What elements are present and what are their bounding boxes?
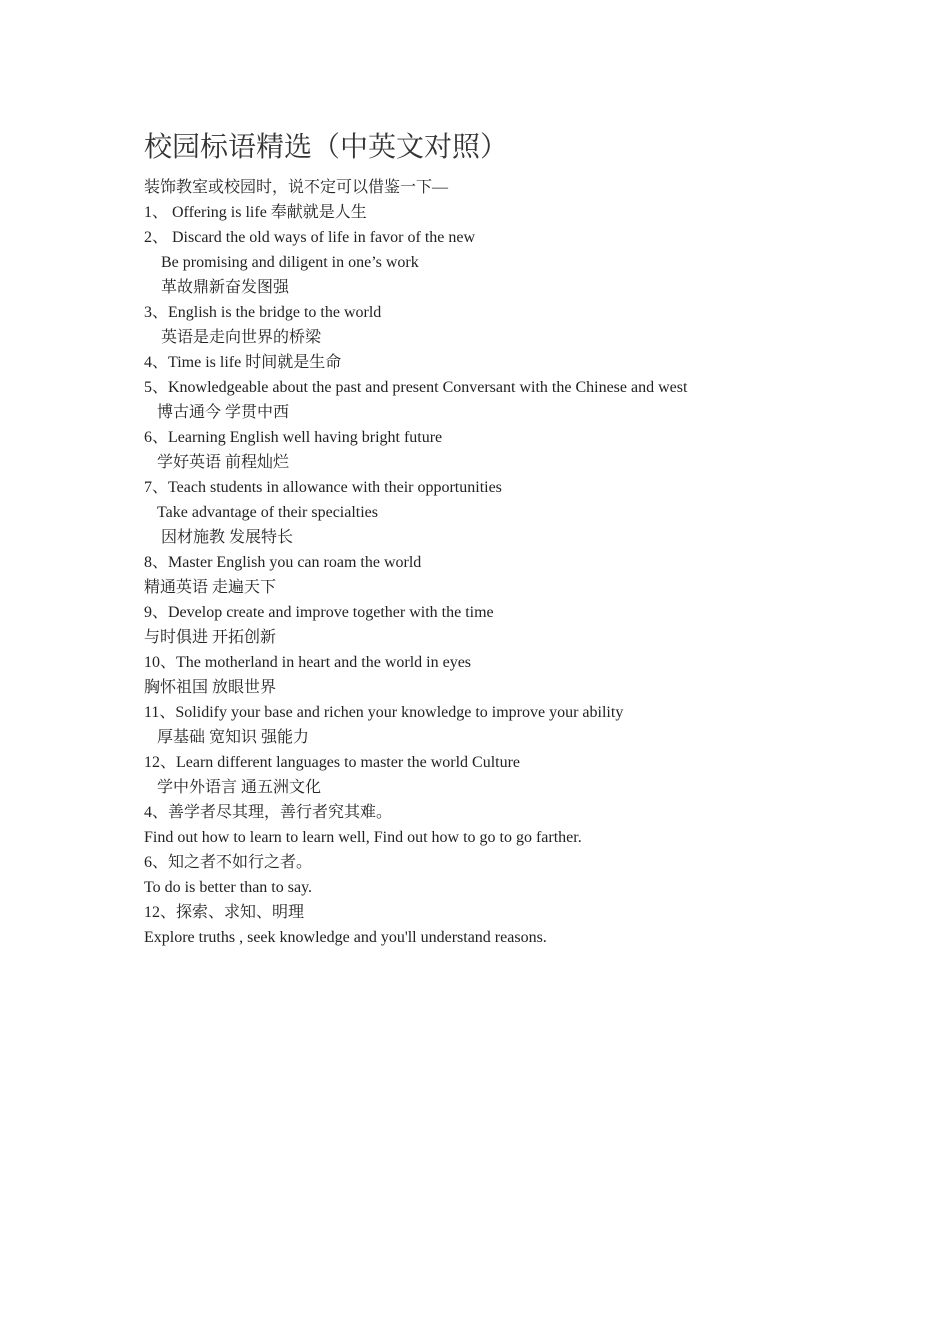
slogan-line: 胸怀祖国 放眼世界 bbox=[144, 679, 277, 696]
slogan-line: 9、Develop create and improve together with the time bbox=[144, 604, 494, 621]
slogan-line: 12、Learn different languages to master the world Culture bbox=[144, 754, 521, 771]
slogan-line: 8、Master English you can roam the world bbox=[144, 554, 422, 571]
slogan-line: 革故鼎新奋发图强 bbox=[161, 279, 290, 296]
slogan-line: 1、 Offering is life 奉献就是人生 bbox=[144, 204, 367, 221]
slogan-line: 12、探索、求知、明理 bbox=[144, 904, 305, 921]
slogan-line: 4、Time is life 时间就是生命 bbox=[144, 354, 342, 371]
slogan-line: 3、English is the bridge to the world bbox=[144, 304, 382, 321]
slogan-line: 学中外语言 通五洲文化 bbox=[157, 779, 322, 796]
slogan-line: 与时俱进 开拓创新 bbox=[144, 629, 277, 646]
slogan-line: Find out how to learn to learn well, Find out how to go to go farther. bbox=[144, 829, 582, 846]
document-title: 校园标语精选（中英文对照） bbox=[144, 132, 509, 163]
slogan-line: 厚基础 宽知识 强能力 bbox=[157, 729, 310, 746]
slogan-line: 11、Solidify your base and richen your knowledge to improve your ability bbox=[144, 704, 624, 721]
slogan-line: Be promising and diligent in one’s work bbox=[161, 254, 419, 271]
slogan-line: 6、Learning English well having bright future bbox=[144, 429, 443, 446]
slogan-line: 4、善学者尽其理，善行者究其难。 bbox=[144, 804, 393, 821]
slogan-line: 英语是走向世界的桥梁 bbox=[161, 329, 322, 346]
slogan-line: To do is better than to say. bbox=[144, 879, 313, 896]
intro-line: 装饰教室或校园时，说不定可以借鉴一下— bbox=[144, 179, 449, 196]
slogan-line: 6、知之者不如行之者。 bbox=[144, 854, 313, 871]
slogan-line: Explore truths , seek knowledge and you'll understand reasons. bbox=[144, 929, 547, 946]
slogan-line: 因材施教 发展特长 bbox=[161, 529, 294, 546]
slogan-line: 5、Knowledgeable about the past and present Conversant with the Chinese and west bbox=[144, 379, 688, 396]
document-page bbox=[144, 128, 844, 950]
slogan-line: Take advantage of their specialties bbox=[157, 504, 378, 521]
slogan-line: 2、 Discard the old ways of life in favor of the new bbox=[144, 229, 476, 246]
slogan-line: 10、The motherland in heart and the world in eyes bbox=[144, 654, 472, 671]
slogan-line: 精通英语 走遍天下 bbox=[144, 579, 277, 596]
slogan-line: 博古通今 学贯中西 bbox=[157, 404, 290, 421]
slogan-line: 学好英语 前程灿烂 bbox=[157, 454, 290, 471]
slogan-line: 7、Teach students in allowance with their opportunities bbox=[144, 479, 502, 496]
